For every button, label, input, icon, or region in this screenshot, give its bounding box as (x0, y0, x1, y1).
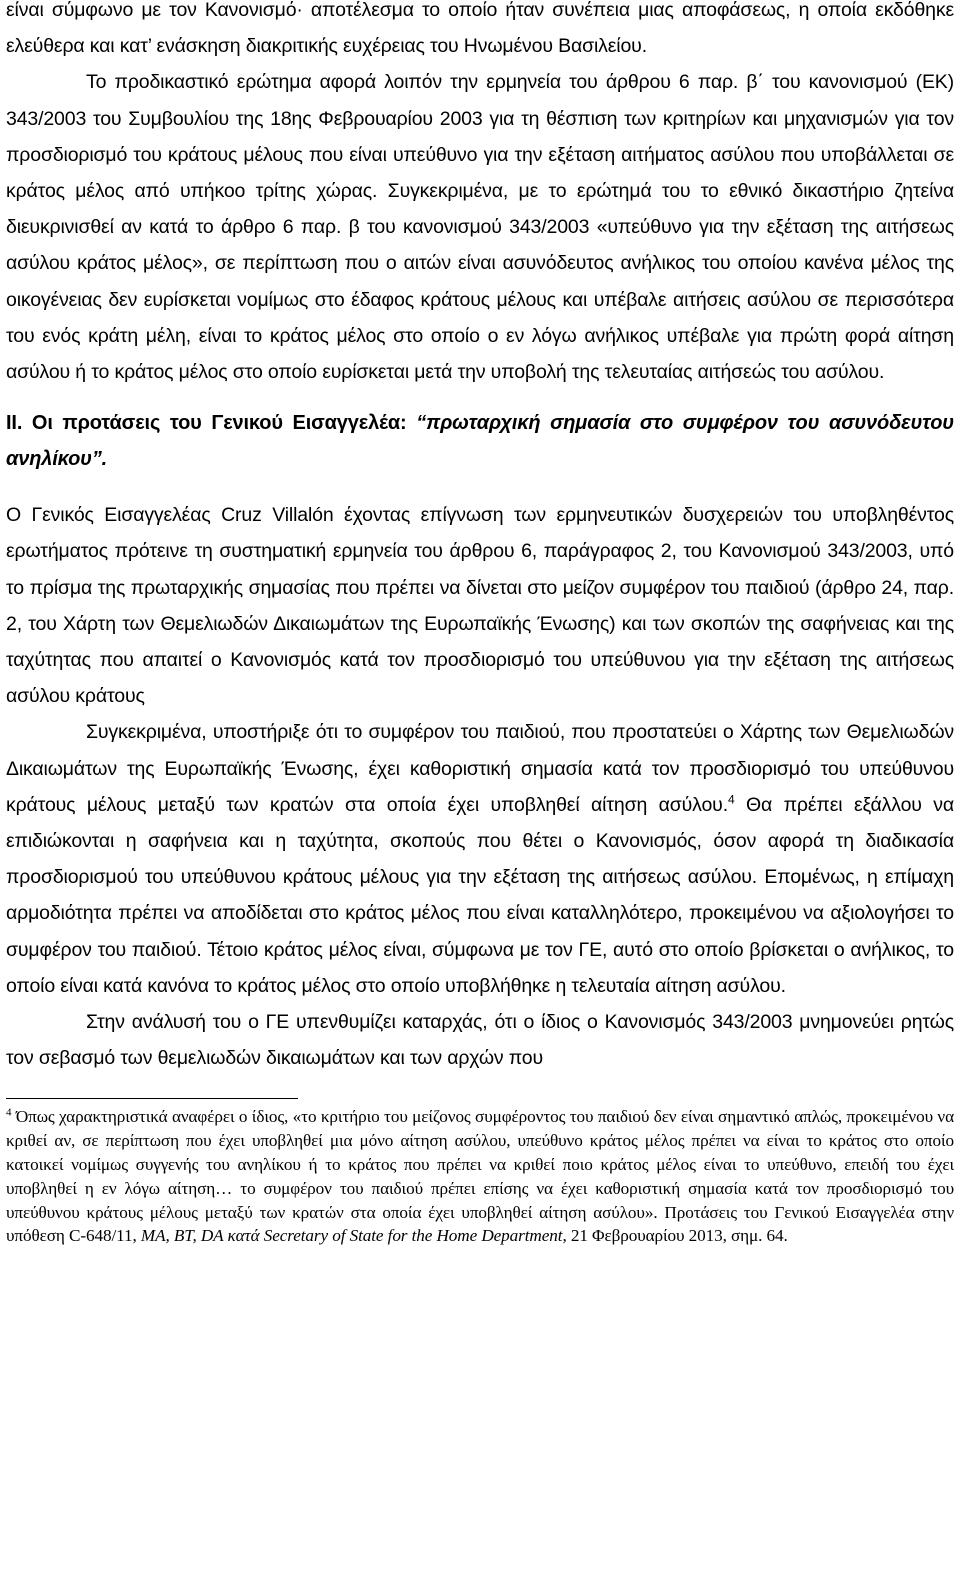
footnote-reference[interactable]: 4 (727, 792, 735, 807)
section-heading-italic: “πρωταρχική σημασία στο συμφέρον του ασυνόδευτου ανηλίκου”. (6, 412, 954, 471)
paragraph-best-interest-part-b: Θα πρέπει εξάλλου να επιδιώκονται η σαφήνεια και η ταχύτητα, σκοπούς που θέτει ο Κανονισμός, όσον αφορά τη διαδικασία προσδιορισμού του υπεύθυνου κράτους μέλους για την εξέταση της αιτήσεως ασύλου. Επομένως, η επίμαχη αρμοδιότητα πρέπει να αποδίδεται στο κράτος μέλος που είναι καταλληλότερο, προκειμένου να αξιολογήσει το συμφέρον του παιδιού. Τέτοιο κράτος μέλος είναι, σύμφωνα με τον ΓΕ, αυτό στο οποίο βρίσκεται ο ανήλικος, το οποίο είναι κατά κανόνα το κράτος μέλος στο οποίο υποβλήθηκε η τελευταία αίτηση ασύλου. (6, 793, 954, 997)
paragraph-continuation: είναι σύμφωνο με τον Κανονισμό· αποτέλεσμα το οποίο ήταν συνέπεια μιας αποφάσεως, η οποία εκδόθηκε ελεύθερα και κατ’ ενάσκηση διακριτικής ευχέρειας του Ηνωμένου Βασιλείου. (6, 0, 954, 58)
section-number: ΙΙ. (6, 412, 23, 435)
paragraph-advocate-general: Ο Γενικός Εισαγγελέας Cruz Villalón έχοντας επίγνωση των ερμηνευτικών δυσχερειών του υποβληθέντος ερωτήματος πρότεινε τη συστηματική ερμηνεία του άρθρου 6, παράγραφος 2, του Κανονισμού 343/2003, υπό το πρίσμα της πρωταρχικής σημασίας που πρέπει να δίνεται στο μείζον συμφέρον του παιδιού (άρθρο 24, παρ. 2, του Χάρτη των Θεμελιωδών Δικαιωμάτων της Ευρωπαϊκής Ένωσης) και των σκοπών της σαφήνειας και της ταχύτητας που απαιτεί ο Κανονισμός κατά τον προσδιορισμό του υπεύθυνου για την εξέταση της αιτήσεως ασύλου κράτους (6, 504, 954, 708)
footnote-4 (6, 1105, 954, 1248)
footnote-text-a: Όπως χαρακτηριστικά αναφέρει ο ίδιος, «το κριτήριο του μείζονος συμφέροντος του παιδιού δεν είναι σημαντικό απλώς, προκειμένου να κριθεί αν, σε περίπτωση που έχει υποβληθεί μια μόνο αίτηση ασύλου, υπεύθυνο κράτος μέλος πρέπει να είναι το κράτος στο οποίο κατοικεί νομίμως συγγενής του ανηλίκου ή το κράτος που πρέπει να κριθεί ποιο κράτος μέλος είναι το υπεύθυνο, επειδή του έχει υποβληθεί η εν λόγω αίτηση… το συμφέρον του παιδιού πρέπει επίσης να έχει καθοριστική σημασία κατά τον προσδιορισμό του υπεύθυνου κράτους μέλους μεταξύ των κρατών στα οποία έχει υποβληθεί αίτηση ασύλου». Προτάσεις του Γενικού Εισαγγελέα στην υπόθεση C-648/11, (6, 1107, 954, 1246)
footnote-number: 4 (6, 1106, 12, 1119)
paragraph-preliminary-question: Το προδικαστικό ερώτημα αφορά λοιπόν την ερμηνεία του άρθρου 6 παρ. β΄ του κανονισμού (ΕΚ) 343/2003 του Συμβουλίου της 18ης Φεβρουαρίου 2003 για τη θέσπιση των κριτηρίων και μηχανισμών για τον προσδιορισμό του κράτους μέλους που είναι υπεύθυνο για την εξέταση αιτήματος ασύλου που υποβάλλεται σε κράτος μέλος από υπήκοο τρίτης χώρας. Συγκεκριμένα, με το ερώτημά του το εθνικό δικαστήριο ζητείνα διευκρινισθεί αν κατά το άρθρο 6 παρ. β του κανονισμού 343/2003 «υπεύθυνο για την εξέταση της αιτήσεως ασύλου κράτος μέλος», σε περίπτωση που ο αιτών είναι ασυνόδευτος ανήλικος του οποίου κανένα μέλος της οικογένειας δεν ευρίσκεται νομίμως στο έδαφος κράτους μέλους και υπέβαλε αιτήσεις ασύλου σε περισσότερα του ενός κράτη μέλη, είναι το κράτος μέλος στο οποίο ο εν λόγω ανήλικος υπέβαλε για πρώτη φορά αίτηση ασύλου ή το κράτος μέλος στο οποίο ευρίσκεται μετά την υποβολή της τελευταίας αιτήσεώς του ασύλου. (6, 71, 954, 384)
paragraph-best-interest-part-a: Συγκεκριμένα, υποστήριξε ότι το συμφέρον του παιδιού, που προστατεύει ο Χάρτης των Θεμελιωδών Δικαιωμάτων της Ευρωπαϊκής Ένωσης, έχει καθοριστική σημασία κατά τον προσδιορισμό του υπεύθυνου κράτους μέλους μεταξύ των κρατών στα οποία έχει υποβληθεί αίτηση ασύλου. (6, 721, 954, 816)
paragraph-analysis: Στην ανάλυσή του ο ΓΕ υπενθυμίζει καταρχάς, ότι ο ίδιος ο Κανονισμός 343/2003 μνημονεύει ρητώς τον σεβασμό των θεμελιωδών δικαιωμάτων και των αρχών που (6, 1011, 954, 1070)
paragraph-best-interest (6, 714, 954, 1004)
section-heading-plain: Οι προτάσεις του Γενικού Εισαγγελέα: (31, 412, 407, 435)
footnote-divider (6, 1098, 298, 1099)
footnote-case-name: MA, BT, DA κατά Secretary of State for the Home Department (140, 1226, 563, 1246)
footnote-text-b: , 21 Φεβρουαρίου 2013, σημ. 64. (562, 1226, 788, 1246)
section-heading (6, 405, 954, 477)
